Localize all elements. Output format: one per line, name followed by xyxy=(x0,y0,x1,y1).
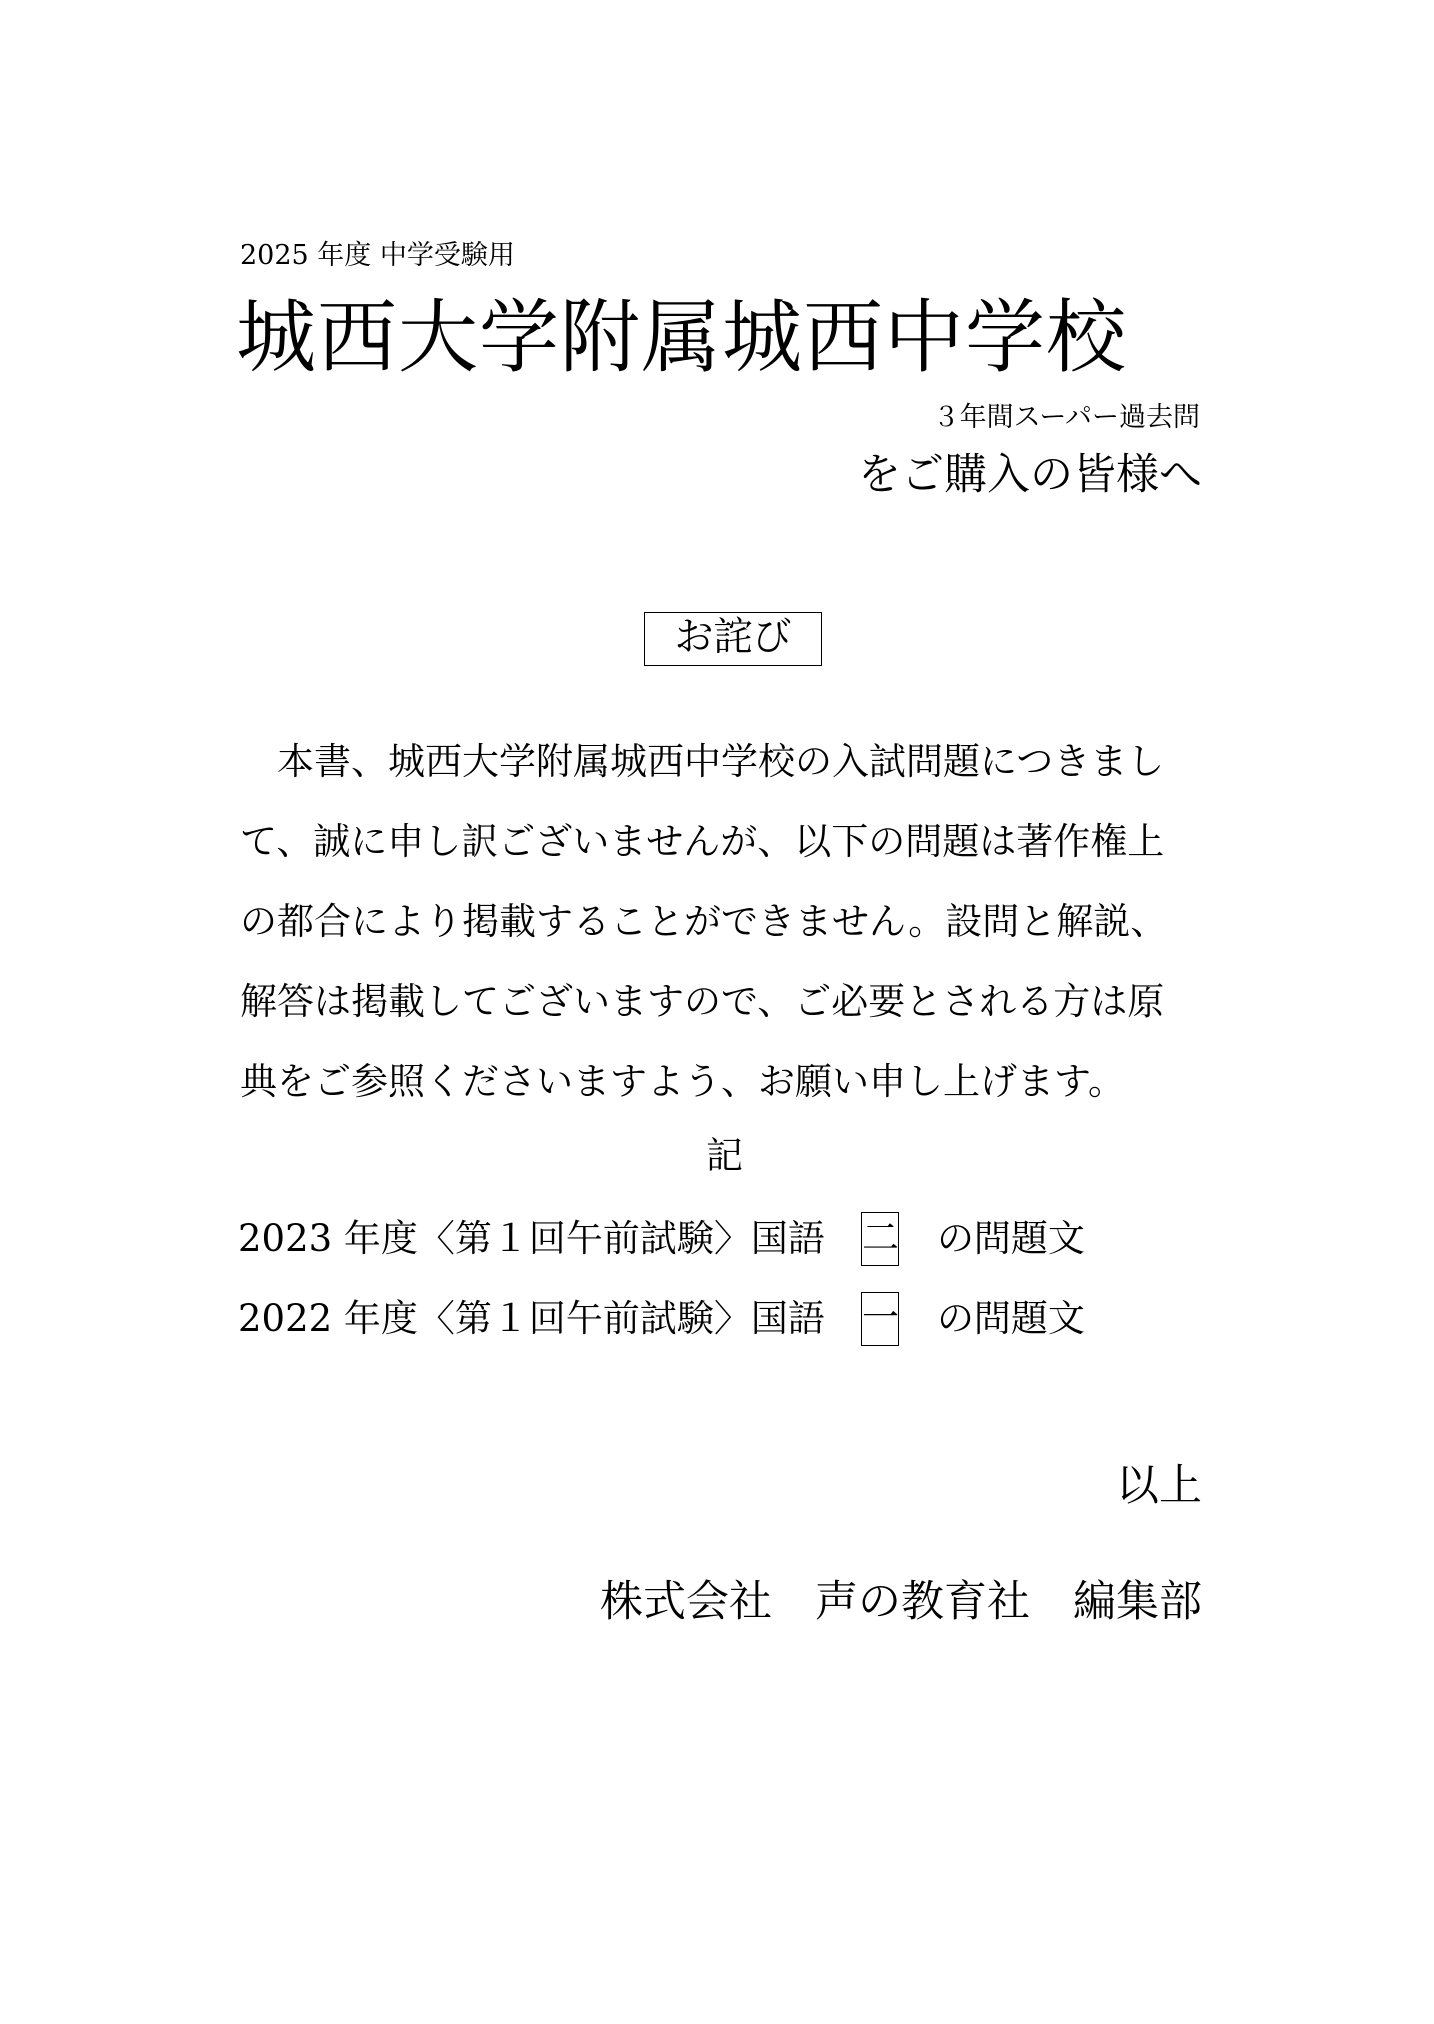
product-name: ３年間スーパー過去問 xyxy=(932,402,1200,433)
body-line: 本書、城西大学附属城西中学校の入試問題につきまし xyxy=(240,740,1165,783)
body-line: の都合により掲載することができません。設問と解説、 xyxy=(240,900,1168,943)
body-line: て、誠に申し訳ございませんが、以下の問題は著作権上 xyxy=(240,820,1165,863)
question-number-box: 二 xyxy=(861,1212,899,1266)
ki-mark: 記 xyxy=(706,1134,743,1177)
body-line: 解答は掲載してございますので、ご必要とされる方は原 xyxy=(240,980,1165,1023)
item-exam: 2023 年度〈第１回午前試験〉国語 xyxy=(238,1217,825,1260)
item-exam: 2022 年度〈第１回午前試験〉国語 xyxy=(238,1297,825,1340)
question-number-box: 一 xyxy=(861,1292,899,1346)
item-suffix: の問題文 xyxy=(936,1217,1085,1260)
omitted-item xyxy=(238,1290,1085,1348)
school-title: 城西大学附属城西中学校 xyxy=(236,291,1127,384)
apology-heading: お詫び xyxy=(644,612,822,666)
omitted-item xyxy=(238,1210,1085,1268)
edition-label: 2025 年度 中学受験用 xyxy=(240,240,515,271)
publisher-name: 株式会社 声の教育社 編集部 xyxy=(600,1577,1202,1627)
item-suffix: の問題文 xyxy=(936,1297,1085,1340)
closing-mark: 以上 xyxy=(1116,1461,1202,1511)
body-line: 典をご参照くださいますよう、お願い申し上げます。 xyxy=(240,1060,1126,1103)
apology-body xyxy=(240,722,1206,1122)
dedication-line: をご購入の皆様へ xyxy=(858,450,1202,500)
